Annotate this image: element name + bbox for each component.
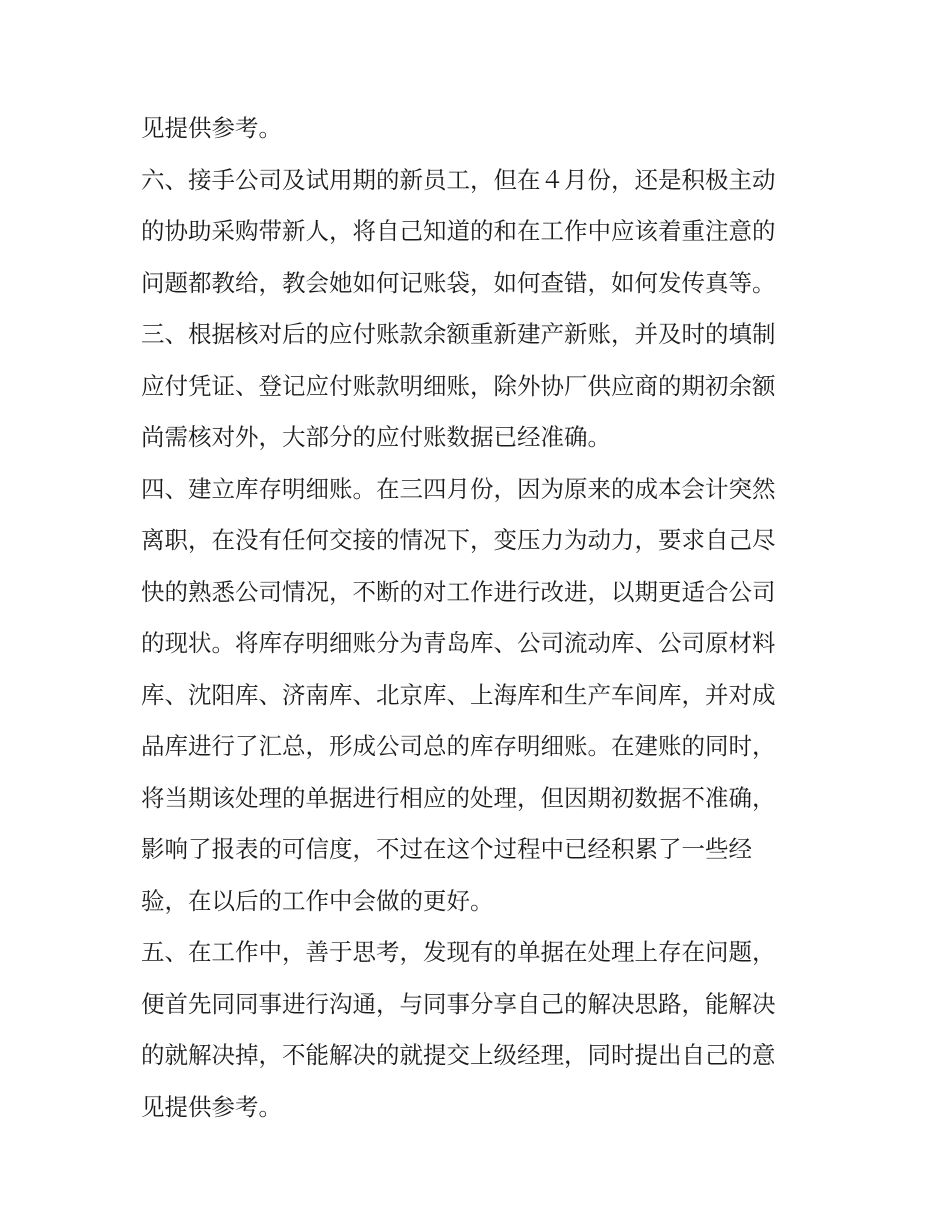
text-line: 快的熟悉公司情况，不断的对工作进行改进，以期更适合公司 — [141, 578, 776, 606]
text-line: 尚需核对外，大部分的应付账数据已经准确。 — [141, 423, 611, 451]
text-line: 三、根据核对后的应付账款余额重新建产新账，并及时的填制 — [141, 320, 776, 348]
text-line: 离职，在没有任何交接的情况下，变压力为动力，要求自己尽 — [141, 526, 776, 554]
text-line: 见提供参考。 — [141, 1093, 282, 1121]
text-line: 六、接手公司及试用期的新员工，但在４月份，还是积极主动 — [141, 166, 776, 194]
text-line: 的就解决掉，不能解决的就提交上级经理，同时提出自己的意 — [141, 1041, 776, 1069]
text-line: 将当期该处理的单据进行相应的处理，但因期初数据不准确， — [141, 784, 776, 812]
text-line: 的现状。将库存明细账分为青岛库、公司流动库、公司原材料 — [141, 629, 776, 657]
text-line: 便首先同同事进行沟通，与同事分享自己的解决思路，能解决 — [141, 990, 776, 1018]
text-line: 见提供参考。 — [141, 114, 282, 142]
text-line: 库、沈阳库、济南库、北京库、上海库和生产车间库，并对成 — [141, 681, 776, 709]
text-line: 品库进行了汇总，形成公司总的库存明细账。在建账的同时， — [141, 732, 776, 760]
text-line: 影响了报表的可信度，不过在这个过程中已经积累了一些经 — [141, 835, 752, 863]
text-line: 应付凭证、登记应付账款明细账，除外协厂供应商的期初余额 — [141, 372, 776, 400]
text-line: 四、建立库存明细账。在三四月份，因为原来的成本会计突然 — [141, 475, 776, 503]
text-line: 的协助采购带新人，将自己知道的和在工作中应该着重注意的 — [141, 217, 776, 245]
text-line: 问题都教给，教会她如何记账袋，如何查错，如何发传真等。 — [141, 269, 776, 297]
text-line: 验，在以后的工作中会做的更好。 — [141, 887, 494, 915]
text-line: 五、在工作中，善于思考，发现有的单据在处理上存在问题， — [141, 938, 776, 966]
